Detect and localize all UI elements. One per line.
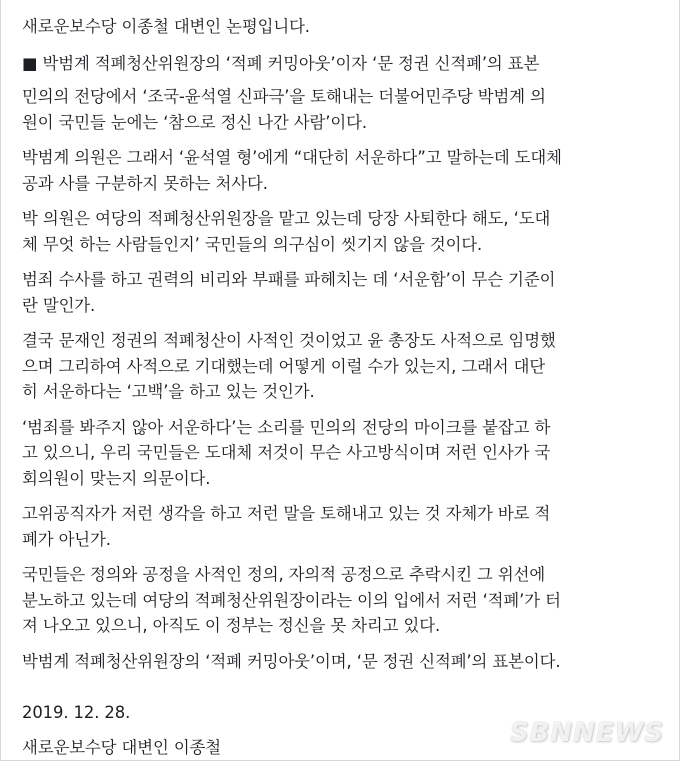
- paragraph-6: ‘범죄를 봐주지 않아 서운하다’는 소리를 민의의 전당의 마이크를 붙잡고 하 고 있으니, 우리 국민들은 도대체 저것이 무슨 사고방식이며 저런 인사가 국 회의원이 맞는지 의문이다.: [22, 417, 551, 488]
- statement-post: [22, 14, 662, 760]
- paragraph-8: 국민들은 정의와 공정을 사적인 정의, 자의적 공정으로 추락시킨 그 위선에 분노하고 있는데 여당의 적폐청산위원장이라는 이의 입에서 저런 ‘적폐’가 터 져 나오고 있으니, 아직도 이 정부는 정신을 못 차리고 있다.: [22, 565, 561, 635]
- news-watermark: SBNNEWS: [509, 718, 664, 748]
- paragraph-3: 박 의원은 여당의 적폐청산위원장을 맡고 있는데 당장 사퇴한다 해도, ‘도대 체 무엇 하는 사람들인지’ 국민들의 의구심이 씻기지 않을 것이다.: [22, 209, 551, 254]
- statement-date: 2019. 12. 28.: [22, 703, 131, 722]
- paragraph-1: 민의의 전당에서 ‘조국-윤석열 신파극’을 토해내는 더불어민주당 박범계 의 원이 국민들 눈에는 ‘참으로 정신 나간 사람’이다.: [22, 87, 546, 132]
- paragraph-7: 고위공직자가 저런 생각을 하고 저런 말을 토해내고 있는 것 자체가 바로 적 폐가 아닌가.: [22, 504, 551, 549]
- post-headline: 새로운보수당 이종철 대변인 논평입니다.: [22, 17, 310, 36]
- paragraph-9: 박범계 적폐청산위원장의 ‘적폐 커밍아웃’이며, ‘문 정권 신적폐’의 표본이다.: [22, 651, 561, 671]
- paragraph-2: 박범계 의원은 그래서 ‘윤석열 형’에게 “대단히 서운하다”고 말하는데 도대체 공과 사를 구분하지 못하는 처사다.: [22, 148, 562, 193]
- statement-title: ■ 박범계 적폐청산위원장의 ‘적폐 커밍아웃’이자 ‘문 정권 신적폐’의 표본: [22, 53, 540, 73]
- spokesperson-signature: 새로운보수당 대변인 이종철: [22, 737, 222, 757]
- paragraph-5: 결국 문재인 정권의 적폐청산이 사적인 것이었고 윤 총장도 사적으로 임명했 으며 그리하여 사적으로 기대했는데 어떻게 이럴 수가 있는지, 그래서 대단 히 서운하다는 ‘고백’을 하고 있는 것인가.: [22, 331, 556, 401]
- paragraph-4: 범죄 수사를 하고 권력의 비리와 부패를 파헤치는 데 ‘서운함’이 무슨 기준이 란 말인가.: [22, 270, 556, 315]
